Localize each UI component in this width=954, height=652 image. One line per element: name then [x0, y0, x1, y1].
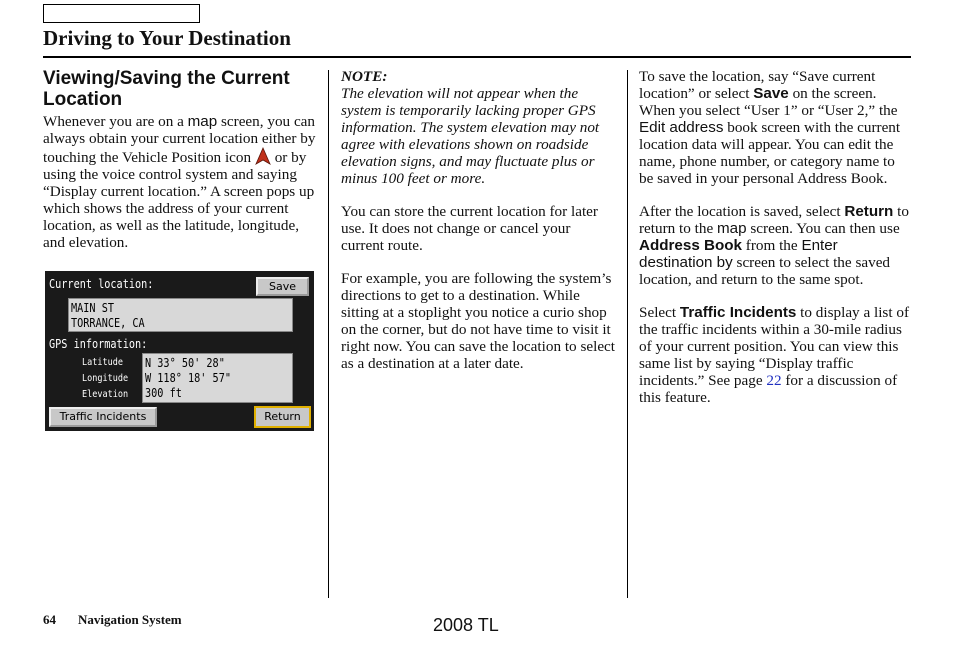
address-line-2: TORRANCE, CA	[71, 316, 145, 330]
text-span: Select	[639, 304, 680, 321]
gps-information-label: GPS information:	[49, 337, 148, 351]
text-span: To save the location, say “Save current location” or select	[639, 68, 876, 102]
text-span: to return to the	[639, 203, 909, 237]
save-term: Save	[753, 85, 789, 102]
address-line-1: MAIN ST	[71, 301, 114, 315]
page-number: 64	[43, 612, 56, 627]
column-3	[639, 68, 909, 422]
note-heading: NOTE:	[341, 68, 388, 85]
save-button[interactable]: Save	[256, 277, 309, 296]
current-location-screen	[45, 271, 314, 431]
section-heading: Viewing/Saving the Current Location	[43, 68, 290, 110]
text-span: Whenever you are on a	[43, 113, 188, 130]
text-span: to display a list of the traffic incidents within a 30-mile radius of your current position. You can view this same list by saying “Display traffic incidents.” See page	[639, 304, 910, 389]
traffic-paragraph	[639, 304, 909, 406]
text-span: screen to select the saved location, and return to the same spot.	[639, 254, 891, 288]
note-text: The elevation will not appear when the system is temporarily lacking proper GPS information. The system elevation may not agree with elevations shown on roadside elevation signs, and may fluctuate plus or minus 100 feet or more.	[341, 85, 600, 187]
column-2	[341, 68, 617, 388]
map-term: map	[187, 113, 218, 130]
elevation-value: 300 ft	[145, 386, 182, 400]
column-divider-2	[627, 70, 628, 598]
header-rule	[43, 56, 911, 58]
text-span: or by using the voice control system and saying “Display current location.” A screen pops up which shows the address of your current location, as well as the latitude, longitude, and elevation.	[43, 149, 315, 251]
elevation-label: Elevation	[82, 389, 129, 400]
traffic-incidents-term: Traffic Incidents	[679, 304, 797, 321]
page-title: Driving to Your Destination	[43, 26, 291, 50]
enter-destination-term: Enter destination by	[639, 237, 838, 271]
text-span: from the	[741, 237, 802, 254]
latitude-value: N 33° 50' 28"	[145, 356, 225, 370]
example-paragraph: For example, you are following the system’s directions to get to a destination. While sitting at a stoplight you notice a curio shop on the corner, but do not have time to visit it right now. You can save the location to select as a destination at a later date.	[341, 270, 616, 372]
vehicle-position-icon	[255, 147, 271, 165]
latitude-label: Latitude	[82, 357, 123, 368]
text-span: After the location is saved, select	[639, 203, 845, 220]
gps-values-box	[142, 353, 293, 403]
longitude-value: W 118° 18' 57"	[145, 371, 231, 385]
footer-label: Navigation System	[78, 612, 182, 627]
text-span: book screen with the current location data will appear. You can edit the name, phone number, or category name to be saved in your personal Address Book.	[639, 119, 901, 187]
text-span: screen, you can always obtain your current location either by touching the Vehicle Position icon	[43, 113, 316, 166]
header-tab-box	[43, 4, 200, 23]
text-span: for a discussion of this feature.	[639, 372, 898, 406]
note	[341, 68, 617, 187]
page-22-link[interactable]: 22	[766, 372, 782, 389]
return-button[interactable]: Return	[254, 406, 311, 428]
return-term: Return	[844, 203, 894, 220]
column-divider-1	[328, 70, 329, 598]
map-term: map	[717, 220, 747, 237]
save-paragraph	[639, 68, 909, 187]
address-box	[68, 298, 293, 332]
edit-address-term: Edit address	[639, 119, 724, 136]
column-1	[43, 68, 317, 267]
footer-model: 2008 TL	[433, 615, 499, 635]
store-location-paragraph: You can store the current location for later use. It does not change or cancel your current route.	[341, 203, 598, 254]
intro-paragraph	[43, 113, 317, 251]
current-location-label: Current location:	[49, 277, 154, 291]
longitude-label: Longitude	[82, 373, 129, 384]
traffic-incidents-button[interactable]: Traffic Incidents	[49, 407, 157, 427]
text-span: on the screen. When you select “User 1” or “User 2,” the	[639, 85, 898, 119]
address-book-term: Address Book	[639, 237, 742, 254]
text-span: screen. You can then use	[746, 220, 900, 237]
return-paragraph	[639, 203, 909, 288]
